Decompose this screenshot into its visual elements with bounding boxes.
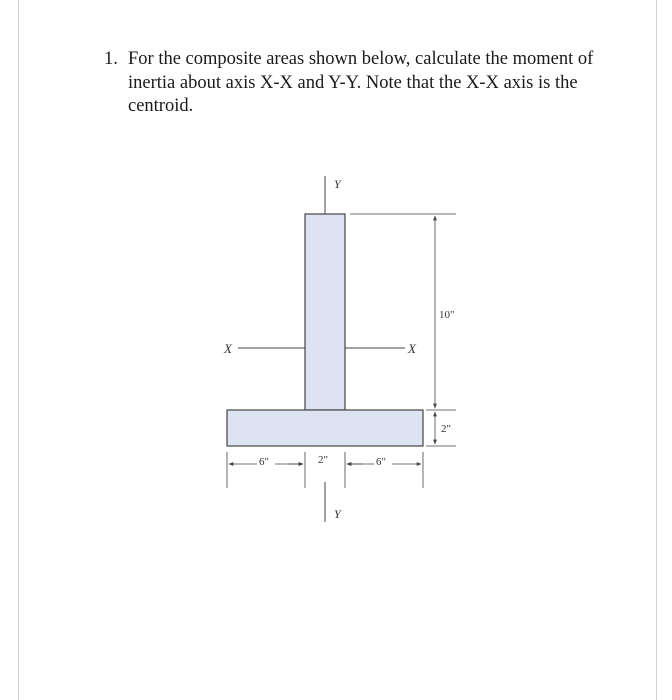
x-axis-label-right: X (408, 341, 416, 356)
web-rectangle (305, 214, 345, 410)
y-axis-label-bottom: Y (334, 507, 341, 521)
x-axis-label-left: X (224, 341, 232, 356)
y-axis-label-top: Y (334, 177, 341, 191)
problem-text: For the composite areas shown below, calculate the moment of inertia about axis X-X and Y-Y. Note that the X-X axis is the centroid. (128, 49, 594, 116)
flange-rectangle (227, 410, 423, 446)
dim-label-right-overhang: 6" (376, 456, 386, 468)
dim-label-left-overhang: 6" (259, 456, 269, 468)
dim-label-web-width: 2" (318, 454, 328, 466)
dim-label-flange-thickness: 2" (441, 423, 451, 435)
problem-number: 1. (104, 49, 118, 69)
dim-label-web-height: 10" (439, 309, 455, 321)
